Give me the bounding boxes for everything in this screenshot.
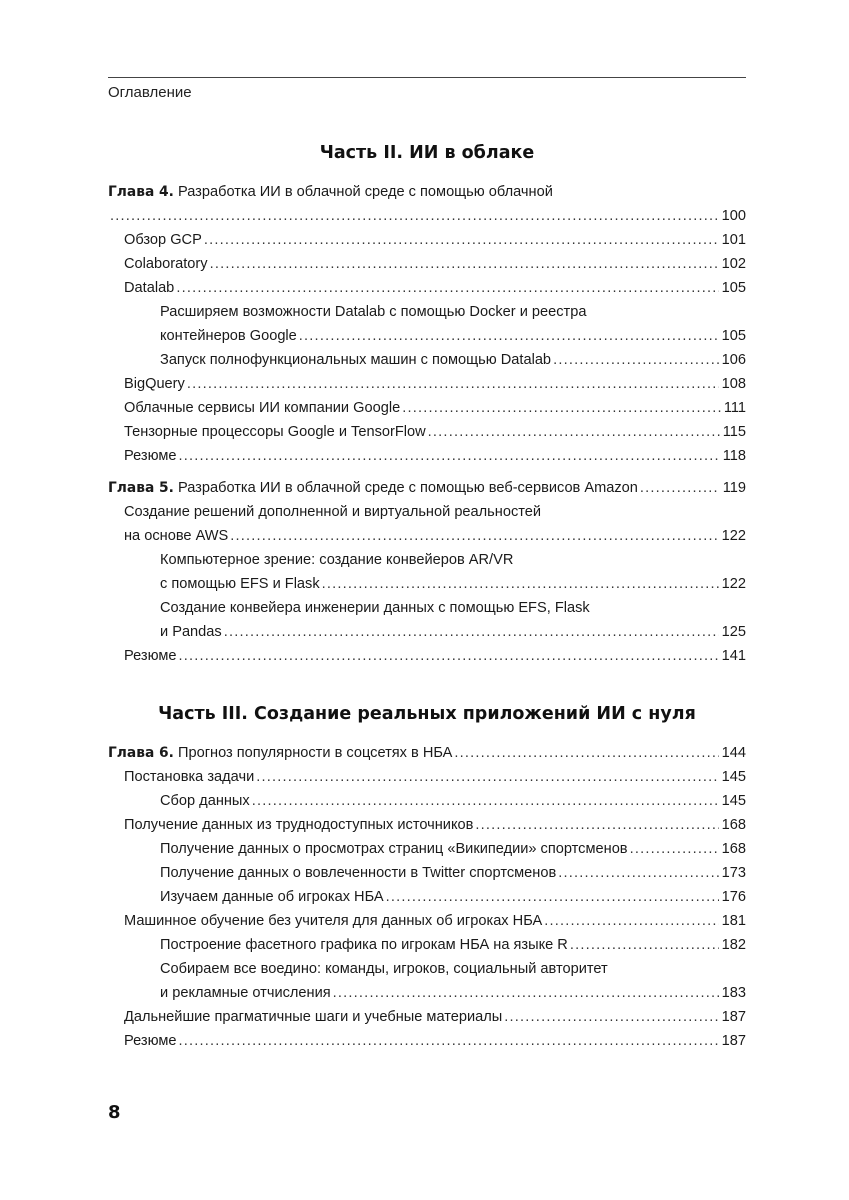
toc-entry[interactable] bbox=[108, 1029, 746, 1053]
entry-title bbox=[124, 444, 177, 468]
page-ref: 181 bbox=[721, 913, 746, 929]
entry-title bbox=[124, 252, 208, 276]
entry-text: Расширяем возможности Datalab с помощью Docker и реестра bbox=[160, 304, 587, 320]
entry-text: Тензорные процессоры Google и TensorFlow bbox=[124, 424, 426, 440]
entry-text: BigQuery bbox=[124, 376, 185, 392]
dot-leader bbox=[553, 348, 719, 372]
toc-entry[interactable] bbox=[108, 396, 746, 420]
entry-text: Машинное обучение без учителя для данных об игроках НБА bbox=[124, 913, 543, 929]
dot-leader bbox=[544, 909, 718, 933]
chapter-label: Глава 6. bbox=[108, 745, 174, 761]
page-ref: 102 bbox=[721, 256, 746, 272]
toc-entry[interactable] bbox=[108, 789, 746, 813]
entry-line bbox=[124, 500, 746, 524]
page-ref: 168 bbox=[721, 841, 746, 857]
toc-section bbox=[108, 741, 746, 1053]
page-ref: 141 bbox=[721, 648, 746, 664]
entry-text: Запуск полнофункциональных машин с помощью Datalab bbox=[160, 352, 552, 368]
entry-title bbox=[160, 981, 331, 1005]
dot-leader bbox=[504, 1005, 718, 1029]
entry-text: Создание решений дополненной и виртуальной реальностей bbox=[124, 504, 542, 520]
entry-title bbox=[160, 348, 551, 372]
page-ref: 105 bbox=[721, 328, 746, 344]
dot-leader bbox=[630, 837, 719, 861]
entry-title bbox=[124, 765, 254, 789]
toc-entry[interactable] bbox=[108, 420, 746, 444]
page-ref: 122 bbox=[721, 576, 746, 592]
page-number: 8 bbox=[108, 1102, 121, 1123]
entry-text: и рекламные отчисления bbox=[160, 985, 331, 1001]
entry-title bbox=[124, 228, 202, 252]
dot-leader bbox=[179, 444, 720, 468]
entry-title bbox=[160, 933, 568, 957]
entry-line bbox=[160, 596, 746, 620]
entry-text: Создание конвейера инженерии данных с помощью EFS, Flask bbox=[160, 600, 590, 616]
entry-title bbox=[124, 420, 426, 444]
dot-leader bbox=[256, 765, 718, 789]
dot-leader bbox=[402, 396, 721, 420]
dot-leader bbox=[475, 813, 718, 837]
entry-text: Резюме bbox=[124, 1033, 177, 1049]
entry-text: Собираем все воедино: команды, игроков, социальный авторитет bbox=[160, 961, 608, 977]
entry-title bbox=[160, 837, 628, 861]
page-ref: 187 bbox=[721, 1009, 746, 1025]
toc-section bbox=[108, 180, 746, 668]
toc-chapter-entry[interactable] bbox=[108, 180, 746, 228]
entry-title bbox=[160, 324, 297, 348]
toc-entry[interactable] bbox=[108, 276, 746, 300]
dot-leader bbox=[179, 1029, 719, 1053]
entry-title bbox=[108, 476, 638, 500]
dot-leader bbox=[204, 228, 719, 252]
dot-leader bbox=[322, 572, 719, 596]
entry-text: Обзор GCP bbox=[124, 232, 202, 248]
entry-text: Colaboratory bbox=[124, 256, 208, 272]
page-ref: 106 bbox=[721, 352, 746, 368]
entry-title bbox=[160, 885, 384, 909]
entry-text: Прогноз популярности в соцсетях в НБА bbox=[177, 745, 453, 761]
dot-leader bbox=[428, 420, 720, 444]
toc-entry[interactable] bbox=[108, 933, 746, 957]
page-ref: 115 bbox=[722, 424, 746, 440]
dot-leader bbox=[224, 620, 719, 644]
entry-text: Разработка ИИ в облачной среде с помощью облачной bbox=[177, 184, 553, 200]
toc-entry[interactable] bbox=[108, 861, 746, 885]
header-rule bbox=[108, 77, 746, 78]
toc-chapter-entry[interactable] bbox=[108, 741, 746, 765]
entry-line bbox=[160, 548, 746, 572]
page-ref: 145 bbox=[721, 769, 746, 785]
entry-title bbox=[124, 276, 174, 300]
entry-line bbox=[160, 957, 746, 981]
entry-text: Datalab bbox=[124, 280, 175, 296]
entry-title bbox=[160, 861, 556, 885]
toc-entry[interactable] bbox=[108, 444, 746, 468]
entry-title bbox=[124, 1029, 177, 1053]
entry-title bbox=[124, 524, 228, 548]
dot-leader bbox=[176, 276, 718, 300]
page-ref: 183 bbox=[721, 985, 746, 1001]
toc-entry[interactable] bbox=[108, 909, 746, 933]
page-ref: 111 bbox=[723, 400, 746, 416]
toc-entry[interactable] bbox=[108, 348, 746, 372]
dot-leader bbox=[570, 933, 719, 957]
toc-entry[interactable] bbox=[108, 885, 746, 909]
entry-text: Постановка задачи bbox=[124, 769, 255, 785]
page-ref: 119 bbox=[722, 480, 746, 496]
toc-entry[interactable] bbox=[108, 228, 746, 252]
entry-text: на основе AWS bbox=[124, 528, 229, 544]
entry-title bbox=[160, 789, 250, 813]
dot-leader bbox=[252, 789, 719, 813]
entry-text: Получение данных о вовлеченности в Twitter спортсменов bbox=[160, 865, 557, 881]
page-ref: 144 bbox=[721, 745, 746, 761]
toc-entry[interactable] bbox=[108, 765, 746, 789]
entry-line bbox=[108, 180, 746, 204]
toc-entry[interactable] bbox=[108, 372, 746, 396]
page-ref: 187 bbox=[721, 1033, 746, 1049]
toc-entry[interactable] bbox=[108, 548, 746, 596]
entry-title bbox=[124, 909, 542, 933]
page-ref: 168 bbox=[721, 817, 746, 833]
part-title: Часть II. ИИ в облаке bbox=[319, 143, 535, 163]
toc-entry[interactable] bbox=[108, 644, 746, 668]
page-ref: 100 bbox=[721, 208, 746, 224]
toc-entry[interactable] bbox=[108, 813, 746, 837]
entry-text: Сбор данных bbox=[160, 793, 250, 809]
entry-text: Получение данных о просмотрах страниц «Википедии» спортсменов bbox=[160, 841, 628, 857]
entry-title bbox=[124, 372, 185, 396]
dot-leader bbox=[210, 252, 719, 276]
entry-text: Компьютерное зрение: создание конвейеров AR/VR bbox=[160, 552, 514, 568]
dot-leader bbox=[179, 644, 719, 668]
running-head: Оглавление bbox=[108, 84, 192, 101]
entry-text: с помощью EFS и Flask bbox=[160, 576, 320, 592]
entry-title bbox=[108, 741, 452, 765]
entry-text: и Pandas bbox=[160, 624, 222, 640]
chapter-label: Глава 5. bbox=[108, 480, 174, 496]
dot-leader bbox=[110, 204, 719, 228]
page-ref: 182 bbox=[721, 937, 746, 953]
entry-title bbox=[124, 813, 473, 837]
dot-leader bbox=[640, 476, 720, 500]
page-ref: 118 bbox=[722, 448, 746, 464]
page-ref: 122 bbox=[721, 528, 746, 544]
spacer bbox=[108, 468, 746, 476]
page-ref: 173 bbox=[721, 865, 746, 881]
toc-entry[interactable] bbox=[108, 300, 746, 348]
dot-leader bbox=[386, 885, 719, 909]
dot-leader bbox=[299, 324, 719, 348]
entry-text: Получение данных из труднодоступных источников bbox=[124, 817, 474, 833]
entry-line bbox=[160, 300, 746, 324]
entry-text: Построение фасетного графика по игрокам НБА на языке R bbox=[160, 937, 568, 953]
entry-title bbox=[124, 1005, 502, 1029]
toc-entry[interactable] bbox=[108, 957, 746, 1005]
dot-leader bbox=[230, 524, 718, 548]
entry-text: Резюме bbox=[124, 448, 177, 464]
entry-text: контейнеров Google bbox=[160, 328, 297, 344]
entry-text: Дальнейшие прагматичные шаги и учебные материалы bbox=[124, 1009, 503, 1025]
entry-title bbox=[160, 620, 222, 644]
dot-leader bbox=[558, 861, 718, 885]
page-ref: 105 bbox=[721, 280, 746, 296]
entry-title bbox=[124, 396, 400, 420]
entry-text: Разработка ИИ в облачной среде с помощью веб-сервисов Amazon bbox=[177, 480, 638, 496]
page-ref: 176 bbox=[721, 889, 746, 905]
toc-chapter-entry[interactable] bbox=[108, 476, 746, 500]
dot-leader bbox=[187, 372, 719, 396]
entry-title bbox=[160, 572, 320, 596]
page-ref: 101 bbox=[721, 232, 746, 248]
page-ref: 145 bbox=[721, 793, 746, 809]
entry-text: Изучаем данные об игроках НБА bbox=[160, 889, 384, 905]
page-ref: 108 bbox=[721, 376, 746, 392]
entry-text: Облачные сервисы ИИ компании Google bbox=[124, 400, 401, 416]
entry-title bbox=[124, 644, 177, 668]
toc-entry[interactable] bbox=[108, 837, 746, 861]
toc-entry[interactable] bbox=[108, 1005, 746, 1029]
entry-text: Резюме bbox=[124, 648, 177, 664]
chapter-label: Глава 4. bbox=[108, 184, 174, 200]
dot-leader bbox=[454, 741, 718, 765]
toc-entry[interactable] bbox=[108, 596, 746, 644]
page-ref: 125 bbox=[721, 624, 746, 640]
toc-entry[interactable] bbox=[108, 500, 746, 548]
dot-leader bbox=[333, 981, 719, 1005]
toc-entry[interactable] bbox=[108, 252, 746, 276]
part-title: Часть III. Создание реальных приложений ИИ с нуля bbox=[158, 704, 696, 724]
